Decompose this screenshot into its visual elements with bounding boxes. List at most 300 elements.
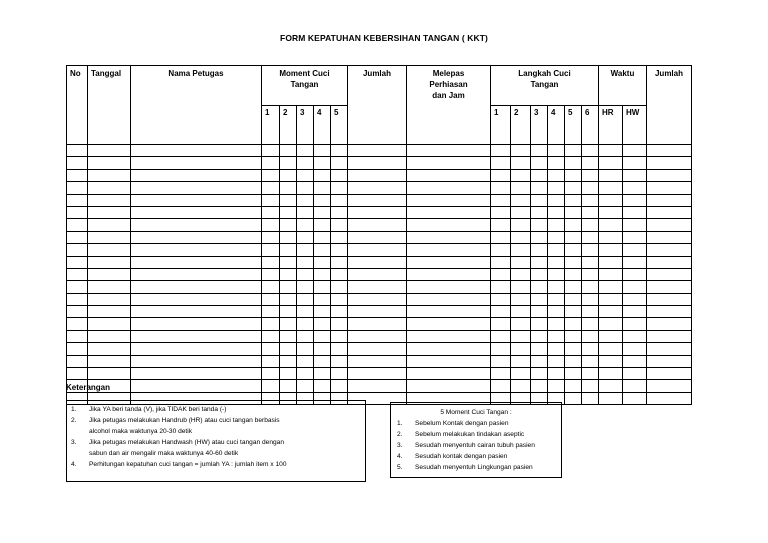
table-cell[interactable] xyxy=(511,194,531,206)
table-cell[interactable] xyxy=(582,182,599,194)
table-cell[interactable] xyxy=(67,244,88,256)
table-cell[interactable] xyxy=(280,256,297,268)
table-cell[interactable] xyxy=(511,206,531,218)
table-cell[interactable] xyxy=(582,330,599,342)
table-cell[interactable] xyxy=(314,330,331,342)
table-cell[interactable] xyxy=(67,194,88,206)
table-cell[interactable] xyxy=(599,355,623,367)
table-cell[interactable] xyxy=(491,318,511,330)
table-cell[interactable] xyxy=(491,231,511,243)
table-cell[interactable] xyxy=(331,145,348,157)
table-cell[interactable] xyxy=(262,368,280,380)
table-cell[interactable] xyxy=(647,392,692,404)
table-cell[interactable] xyxy=(623,256,647,268)
table-cell[interactable] xyxy=(348,194,407,206)
table-cell[interactable] xyxy=(647,194,692,206)
table-cell[interactable] xyxy=(511,231,531,243)
table-cell[interactable] xyxy=(297,219,314,231)
table-cell[interactable] xyxy=(88,281,131,293)
table-cell[interactable] xyxy=(280,145,297,157)
table-cell[interactable] xyxy=(511,355,531,367)
table-cell[interactable] xyxy=(348,306,407,318)
table-cell[interactable] xyxy=(67,145,88,157)
table-cell[interactable] xyxy=(280,219,297,231)
table-cell[interactable] xyxy=(582,219,599,231)
table-cell[interactable] xyxy=(262,268,280,280)
table-cell[interactable] xyxy=(623,169,647,181)
table-cell[interactable] xyxy=(599,306,623,318)
table-cell[interactable] xyxy=(647,169,692,181)
table-cell[interactable] xyxy=(599,256,623,268)
table-cell[interactable] xyxy=(511,281,531,293)
table-cell[interactable] xyxy=(582,169,599,181)
table-cell[interactable] xyxy=(297,194,314,206)
table-cell[interactable] xyxy=(531,281,548,293)
table-cell[interactable] xyxy=(262,330,280,342)
table-cell[interactable] xyxy=(331,380,348,392)
table-cell[interactable] xyxy=(623,318,647,330)
table-cell[interactable] xyxy=(565,368,582,380)
table-cell[interactable] xyxy=(565,219,582,231)
table-cell[interactable] xyxy=(491,268,511,280)
table-cell[interactable] xyxy=(67,330,88,342)
table-cell[interactable] xyxy=(314,380,331,392)
table-cell[interactable] xyxy=(262,281,280,293)
table-cell[interactable] xyxy=(599,219,623,231)
table-cell[interactable] xyxy=(599,157,623,169)
table-cell[interactable] xyxy=(88,306,131,318)
table-cell[interactable] xyxy=(582,293,599,305)
table-cell[interactable] xyxy=(88,231,131,243)
table-cell[interactable] xyxy=(565,194,582,206)
table-cell[interactable] xyxy=(331,182,348,194)
table-cell[interactable] xyxy=(511,293,531,305)
table-cell[interactable] xyxy=(623,268,647,280)
table-cell[interactable] xyxy=(531,244,548,256)
table-cell[interactable] xyxy=(407,293,491,305)
table-cell[interactable] xyxy=(548,281,565,293)
table-cell[interactable] xyxy=(565,268,582,280)
table-cell[interactable] xyxy=(280,293,297,305)
table-cell[interactable] xyxy=(314,182,331,194)
table-cell[interactable] xyxy=(531,268,548,280)
table-cell[interactable] xyxy=(582,306,599,318)
table-cell[interactable] xyxy=(548,318,565,330)
table-cell[interactable] xyxy=(297,368,314,380)
table-cell[interactable] xyxy=(623,194,647,206)
table-cell[interactable] xyxy=(131,268,262,280)
table-cell[interactable] xyxy=(647,368,692,380)
table-cell[interactable] xyxy=(491,380,511,392)
table-cell[interactable] xyxy=(67,157,88,169)
table-cell[interactable] xyxy=(599,368,623,380)
table-cell[interactable] xyxy=(623,206,647,218)
table-cell[interactable] xyxy=(131,169,262,181)
table-cell[interactable] xyxy=(297,231,314,243)
table-cell[interactable] xyxy=(331,306,348,318)
table-cell[interactable] xyxy=(511,169,531,181)
table-cell[interactable] xyxy=(548,268,565,280)
table-cell[interactable] xyxy=(280,343,297,355)
table-cell[interactable] xyxy=(531,145,548,157)
table-cell[interactable] xyxy=(297,343,314,355)
table-cell[interactable] xyxy=(131,145,262,157)
table-cell[interactable] xyxy=(548,380,565,392)
table-cell[interactable] xyxy=(491,343,511,355)
table-cell[interactable] xyxy=(647,244,692,256)
table-cell[interactable] xyxy=(280,281,297,293)
table-cell[interactable] xyxy=(491,219,511,231)
table-cell[interactable] xyxy=(297,157,314,169)
table-cell[interactable] xyxy=(407,343,491,355)
table-cell[interactable] xyxy=(599,293,623,305)
table-cell[interactable] xyxy=(565,281,582,293)
table-cell[interactable] xyxy=(280,268,297,280)
table-cell[interactable] xyxy=(262,157,280,169)
table-cell[interactable] xyxy=(565,330,582,342)
table-cell[interactable] xyxy=(511,219,531,231)
table-cell[interactable] xyxy=(548,169,565,181)
table-cell[interactable] xyxy=(548,219,565,231)
table-cell[interactable] xyxy=(67,169,88,181)
table-cell[interactable] xyxy=(280,194,297,206)
table-cell[interactable] xyxy=(331,293,348,305)
table-cell[interactable] xyxy=(623,355,647,367)
table-cell[interactable] xyxy=(491,330,511,342)
table-cell[interactable] xyxy=(623,368,647,380)
table-cell[interactable] xyxy=(491,244,511,256)
table-cell[interactable] xyxy=(647,145,692,157)
table-cell[interactable] xyxy=(262,194,280,206)
table-cell[interactable] xyxy=(647,306,692,318)
table-cell[interactable] xyxy=(131,194,262,206)
table-cell[interactable] xyxy=(511,244,531,256)
table-cell[interactable] xyxy=(531,355,548,367)
table-cell[interactable] xyxy=(491,206,511,218)
table-cell[interactable] xyxy=(280,169,297,181)
table-cell[interactable] xyxy=(565,244,582,256)
table-cell[interactable] xyxy=(647,355,692,367)
table-cell[interactable] xyxy=(511,318,531,330)
table-cell[interactable] xyxy=(314,206,331,218)
table-cell[interactable] xyxy=(565,206,582,218)
table-cell[interactable] xyxy=(314,281,331,293)
table-cell[interactable] xyxy=(511,330,531,342)
table-cell[interactable] xyxy=(280,355,297,367)
table-cell[interactable] xyxy=(582,392,599,404)
table-cell[interactable] xyxy=(531,293,548,305)
table-cell[interactable] xyxy=(331,169,348,181)
table-cell[interactable] xyxy=(599,206,623,218)
table-cell[interactable] xyxy=(491,256,511,268)
table-cell[interactable] xyxy=(407,194,491,206)
table-cell[interactable] xyxy=(314,145,331,157)
table-cell[interactable] xyxy=(647,268,692,280)
table-cell[interactable] xyxy=(314,306,331,318)
table-cell[interactable] xyxy=(348,281,407,293)
table-cell[interactable] xyxy=(599,244,623,256)
table-cell[interactable] xyxy=(599,392,623,404)
table-cell[interactable] xyxy=(67,182,88,194)
table-cell[interactable] xyxy=(131,355,262,367)
table-cell[interactable] xyxy=(314,231,331,243)
table-cell[interactable] xyxy=(511,368,531,380)
table-cell[interactable] xyxy=(565,256,582,268)
table-cell[interactable] xyxy=(548,244,565,256)
table-cell[interactable] xyxy=(280,368,297,380)
table-cell[interactable] xyxy=(548,368,565,380)
table-cell[interactable] xyxy=(331,343,348,355)
table-cell[interactable] xyxy=(262,318,280,330)
table-cell[interactable] xyxy=(314,355,331,367)
table-cell[interactable] xyxy=(548,231,565,243)
table-cell[interactable] xyxy=(67,355,88,367)
table-cell[interactable] xyxy=(599,194,623,206)
table-cell[interactable] xyxy=(131,306,262,318)
table-cell[interactable] xyxy=(297,293,314,305)
table-cell[interactable] xyxy=(297,256,314,268)
table-cell[interactable] xyxy=(647,231,692,243)
table-cell[interactable] xyxy=(297,268,314,280)
table-cell[interactable] xyxy=(623,182,647,194)
table-cell[interactable] xyxy=(565,231,582,243)
table-cell[interactable] xyxy=(131,368,262,380)
table-cell[interactable] xyxy=(548,145,565,157)
table-cell[interactable] xyxy=(407,256,491,268)
table-cell[interactable] xyxy=(67,368,88,380)
table-cell[interactable] xyxy=(647,182,692,194)
table-cell[interactable] xyxy=(407,318,491,330)
table-cell[interactable] xyxy=(314,219,331,231)
table-cell[interactable] xyxy=(131,318,262,330)
table-cell[interactable] xyxy=(582,268,599,280)
table-cell[interactable] xyxy=(582,281,599,293)
table-cell[interactable] xyxy=(67,268,88,280)
table-cell[interactable] xyxy=(491,182,511,194)
table-cell[interactable] xyxy=(280,206,297,218)
table-cell[interactable] xyxy=(548,355,565,367)
table-cell[interactable] xyxy=(531,169,548,181)
table-cell[interactable] xyxy=(623,343,647,355)
table-cell[interactable] xyxy=(262,343,280,355)
table-cell[interactable] xyxy=(582,157,599,169)
table-cell[interactable] xyxy=(491,145,511,157)
table-cell[interactable] xyxy=(582,355,599,367)
table-cell[interactable] xyxy=(582,256,599,268)
table-cell[interactable] xyxy=(262,306,280,318)
table-cell[interactable] xyxy=(548,306,565,318)
table-cell[interactable] xyxy=(647,330,692,342)
table-cell[interactable] xyxy=(88,256,131,268)
table-cell[interactable] xyxy=(582,380,599,392)
table-cell[interactable] xyxy=(88,145,131,157)
table-cell[interactable] xyxy=(491,281,511,293)
table-cell[interactable] xyxy=(331,206,348,218)
table-cell[interactable] xyxy=(623,293,647,305)
table-cell[interactable] xyxy=(548,256,565,268)
table-cell[interactable] xyxy=(647,157,692,169)
table-cell[interactable] xyxy=(297,330,314,342)
table-cell[interactable] xyxy=(67,256,88,268)
table-cell[interactable] xyxy=(582,244,599,256)
table-cell[interactable] xyxy=(331,368,348,380)
table-cell[interactable] xyxy=(565,145,582,157)
table-cell[interactable] xyxy=(407,355,491,367)
table-cell[interactable] xyxy=(647,256,692,268)
table-cell[interactable] xyxy=(331,244,348,256)
table-cell[interactable] xyxy=(262,244,280,256)
table-cell[interactable] xyxy=(531,306,548,318)
table-cell[interactable] xyxy=(348,268,407,280)
table-cell[interactable] xyxy=(491,306,511,318)
table-cell[interactable] xyxy=(67,343,88,355)
table-cell[interactable] xyxy=(623,392,647,404)
table-cell[interactable] xyxy=(348,293,407,305)
table-cell[interactable] xyxy=(511,157,531,169)
table-cell[interactable] xyxy=(348,368,407,380)
table-cell[interactable] xyxy=(331,231,348,243)
table-cell[interactable] xyxy=(331,268,348,280)
table-cell[interactable] xyxy=(297,206,314,218)
table-cell[interactable] xyxy=(647,293,692,305)
table-cell[interactable] xyxy=(599,169,623,181)
table-cell[interactable] xyxy=(348,330,407,342)
table-cell[interactable] xyxy=(647,343,692,355)
table-cell[interactable] xyxy=(548,293,565,305)
table-cell[interactable] xyxy=(407,145,491,157)
table-cell[interactable] xyxy=(548,182,565,194)
table-cell[interactable] xyxy=(348,380,407,392)
table-cell[interactable] xyxy=(280,306,297,318)
table-cell[interactable] xyxy=(565,355,582,367)
table-cell[interactable] xyxy=(131,206,262,218)
table-cell[interactable] xyxy=(88,219,131,231)
table-cell[interactable] xyxy=(314,368,331,380)
table-cell[interactable] xyxy=(511,380,531,392)
table-cell[interactable] xyxy=(314,293,331,305)
table-cell[interactable] xyxy=(67,318,88,330)
table-cell[interactable] xyxy=(131,380,262,392)
table-cell[interactable] xyxy=(531,157,548,169)
table-cell[interactable] xyxy=(262,145,280,157)
table-cell[interactable] xyxy=(314,256,331,268)
table-cell[interactable] xyxy=(280,231,297,243)
table-cell[interactable] xyxy=(348,157,407,169)
table-cell[interactable] xyxy=(262,231,280,243)
table-cell[interactable] xyxy=(331,318,348,330)
table-cell[interactable] xyxy=(647,281,692,293)
table-cell[interactable] xyxy=(314,318,331,330)
table-cell[interactable] xyxy=(582,368,599,380)
table-cell[interactable] xyxy=(348,318,407,330)
table-cell[interactable] xyxy=(531,182,548,194)
table-cell[interactable] xyxy=(88,330,131,342)
table-cell[interactable] xyxy=(582,194,599,206)
table-cell[interactable] xyxy=(131,343,262,355)
table-cell[interactable] xyxy=(623,219,647,231)
table-cell[interactable] xyxy=(131,256,262,268)
table-cell[interactable] xyxy=(88,206,131,218)
table-cell[interactable] xyxy=(531,231,548,243)
table-cell[interactable] xyxy=(531,368,548,380)
table-cell[interactable] xyxy=(297,318,314,330)
table-cell[interactable] xyxy=(131,182,262,194)
table-cell[interactable] xyxy=(280,182,297,194)
table-cell[interactable] xyxy=(565,380,582,392)
table-cell[interactable] xyxy=(565,157,582,169)
table-cell[interactable] xyxy=(348,343,407,355)
table-cell[interactable] xyxy=(297,145,314,157)
table-cell[interactable] xyxy=(314,169,331,181)
table-cell[interactable] xyxy=(348,355,407,367)
table-cell[interactable] xyxy=(531,330,548,342)
table-cell[interactable] xyxy=(599,182,623,194)
table-cell[interactable] xyxy=(262,380,280,392)
table-cell[interactable] xyxy=(407,206,491,218)
table-cell[interactable] xyxy=(511,256,531,268)
table-cell[interactable] xyxy=(297,182,314,194)
table-cell[interactable] xyxy=(565,318,582,330)
table-cell[interactable] xyxy=(623,306,647,318)
table-cell[interactable] xyxy=(511,182,531,194)
table-cell[interactable] xyxy=(491,355,511,367)
table-cell[interactable] xyxy=(623,157,647,169)
table-cell[interactable] xyxy=(280,380,297,392)
table-cell[interactable] xyxy=(314,244,331,256)
table-cell[interactable] xyxy=(407,182,491,194)
table-cell[interactable] xyxy=(331,355,348,367)
table-cell[interactable] xyxy=(131,219,262,231)
table-cell[interactable] xyxy=(88,293,131,305)
table-cell[interactable] xyxy=(582,318,599,330)
table-cell[interactable] xyxy=(599,145,623,157)
table-cell[interactable] xyxy=(88,343,131,355)
table-cell[interactable] xyxy=(565,182,582,194)
table-cell[interactable] xyxy=(647,219,692,231)
table-cell[interactable] xyxy=(407,268,491,280)
table-cell[interactable] xyxy=(67,231,88,243)
table-cell[interactable] xyxy=(623,281,647,293)
table-cell[interactable] xyxy=(599,343,623,355)
table-cell[interactable] xyxy=(599,318,623,330)
table-cell[interactable] xyxy=(565,306,582,318)
table-cell[interactable] xyxy=(88,318,131,330)
table-cell[interactable] xyxy=(565,343,582,355)
table-cell[interactable] xyxy=(297,169,314,181)
table-cell[interactable] xyxy=(280,157,297,169)
table-cell[interactable] xyxy=(262,219,280,231)
table-cell[interactable] xyxy=(262,355,280,367)
table-cell[interactable] xyxy=(531,318,548,330)
table-cell[interactable] xyxy=(67,306,88,318)
table-cell[interactable] xyxy=(67,206,88,218)
table-cell[interactable] xyxy=(531,206,548,218)
table-cell[interactable] xyxy=(548,330,565,342)
table-cell[interactable] xyxy=(262,169,280,181)
table-cell[interactable] xyxy=(511,343,531,355)
table-cell[interactable] xyxy=(88,157,131,169)
table-cell[interactable] xyxy=(599,231,623,243)
table-cell[interactable] xyxy=(623,330,647,342)
table-cell[interactable] xyxy=(67,219,88,231)
table-cell[interactable] xyxy=(314,157,331,169)
table-cell[interactable] xyxy=(331,281,348,293)
table-cell[interactable] xyxy=(491,293,511,305)
table-cell[interactable] xyxy=(88,244,131,256)
table-cell[interactable] xyxy=(531,219,548,231)
table-cell[interactable] xyxy=(297,281,314,293)
table-cell[interactable] xyxy=(599,268,623,280)
